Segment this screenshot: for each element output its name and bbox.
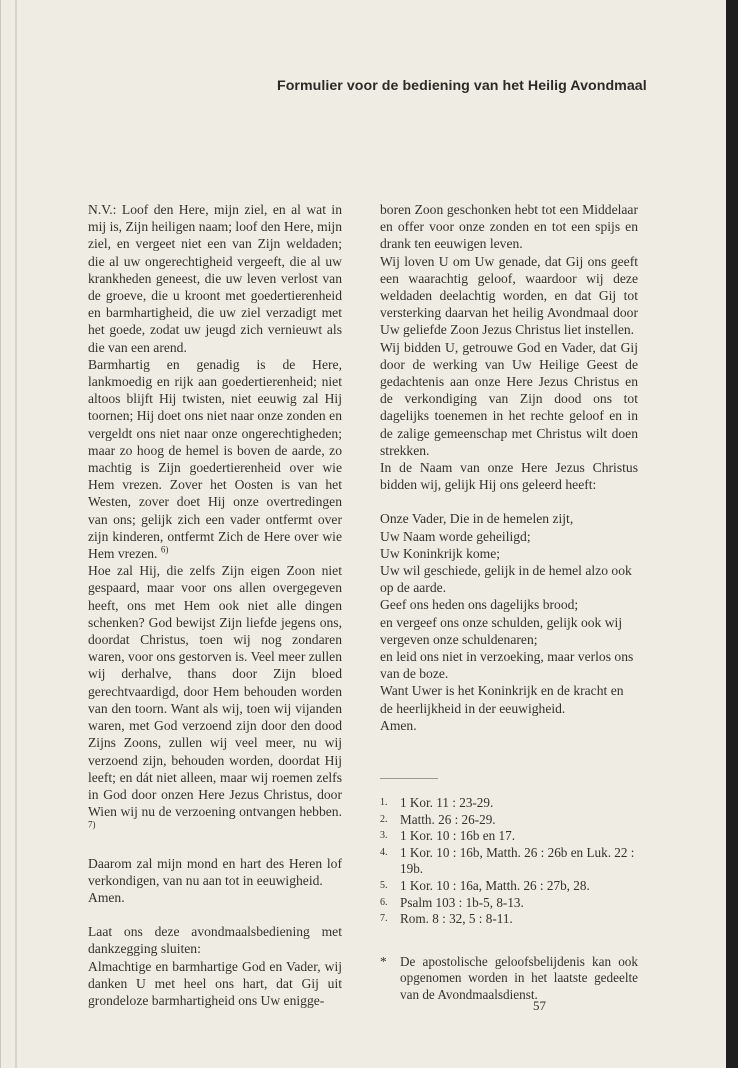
footnote-number: 1. — [380, 797, 388, 809]
paragraph: Almachtige en barmhartige God en Vader, wij danken U met heel ons hart, dat Gij uit grondeloze barmhartigheid ons Uw enigge- — [88, 958, 342, 1008]
paragraph: Wij bidden U, getrouwe God en Vader, dat Gij door de werking van Uw Heilige Geest de gedachtenis aan onze Here Jezus Christus en de verkondiging van Zijn dood ons tot dagelijks toenemen in het rechte geloof en in de zalige gemeenschap met Christus wilt doen strekken. — [380, 339, 638, 458]
asterisk-note — [380, 954, 638, 1004]
footnote-text: Matth. 26 : 26-29. — [400, 811, 496, 827]
left-column — [88, 201, 342, 1009]
paragraph — [88, 562, 342, 837]
footnote-divider — [380, 778, 438, 779]
prayer-line: Uw wil geschiede, gelijk in de hemel alzo ook op de aarde. — [380, 563, 632, 596]
footnote — [380, 895, 638, 912]
footnote-number: 4. — [380, 846, 388, 858]
paragraph: Laat ons deze avondmaalsbediening met dankzegging sluiten: — [88, 924, 342, 957]
footnote-text: 1 Kor. 10 : 16b, Matth. 26 : 26b en Luk. 22 : 19b. — [400, 844, 635, 877]
footnote-text: 1 Kor. 10 : 16b en 17. — [400, 828, 516, 844]
footnote-text: Psalm 103 : 1b-5, 8-13. — [400, 894, 524, 910]
footnote-ref: 7) — [88, 819, 96, 830]
paragraph: In de Naam van onze Here Jezus Christus bidden wij, gelijk Hij ons geleerd heeft: — [380, 460, 638, 493]
paragraph-text: Barmhartig en genadig is de Here, lankmoedig en rijk aan goedertierenheid; niet altoos blijft Hij twisten, niet eeuwig zal Hij toornen; Hij doet ons niet naar onze zonden en vergeldt ons niet naar onze ongerechtigheden; maar zo hoog de hemel is boven de aarde, zo machtig is Zijn goedertierenheid over wie Hem vrezen. Zover het Oosten is van het Westen, zover doet Hij onze overtredingen van ons; gelijk zich een vader ontfermt over zijn kinderen, ontfermt Zich de Here over wie Hem vrezen. — [88, 356, 342, 562]
footnote-number: 3. — [380, 830, 388, 842]
prayer-line: Geef ons heden ons dagelijks brood; — [380, 597, 579, 613]
asterisk-marker: * — [380, 953, 387, 969]
footnote-number: 7. — [380, 913, 388, 925]
paragraph — [88, 356, 342, 562]
paragraph-text: Hoe zal Hij, die zelfs Zijn eigen Zoon niet gespaard, maar voor ons allen overgegeven heeft, ons met Hem ook niet alle dingen schenken? God bewijst Zijn liefde jegens ons, doordat Christus, toen wij nog zondaren waren, voor ons gestorven is. Veel meer zullen wij derhalve, thans door Zijn bloed gerechtvaardigd, door Hem behouden worden van den toorn. Want als wij, toen wij vijanden waren, met God verzoend zijn door den dood Zijns Zoons, zullen wij veel meer, nu wij verzoend zijn, behouden worden, doordat Hij leeft; en dát niet alleen, maar wij roemen zelfs in God door onzen Here Jezus Christus, door Wien wij nu de verzoening ontvangen hebben. — [88, 563, 342, 820]
prayer-line: en leid ons niet in verzoeking, maar verlos ons van de boze. — [380, 649, 634, 682]
footnote-text: 1 Kor. 11 : 23-29. — [400, 795, 494, 811]
lords-prayer — [380, 510, 638, 734]
footnote — [380, 845, 638, 878]
prayer-line: Uw Naam worde geheiligd; — [380, 528, 531, 544]
footnote-ref: 6) — [160, 544, 169, 555]
footnote — [380, 812, 638, 829]
note-text: De apostolische geloofsbelijdenis kan ook opgenomen worden in het laatste gedeelte van de Avondmaalsdienst. — [400, 953, 638, 1003]
scan-border — [726, 0, 738, 1068]
paragraph: Daarom zal mijn mond en hart des Heren lof verkondigen, van nu aan tot in eeuwigheid. — [88, 855, 342, 888]
footnote — [380, 795, 638, 812]
binding-shadow — [15, 0, 17, 1068]
footnote-number: 2. — [380, 813, 388, 825]
paragraph: boren Zoon geschonken hebt tot een Middelaar en offer voor onze zonden en tot een spijs en drank ten eeuwigen leven. — [380, 202, 638, 252]
paragraph: Amen. — [88, 889, 125, 905]
footnote-text: Rom. 8 : 32, 5 : 8-11. — [400, 911, 513, 927]
paragraph: N.V.: Loof den Here, mijn ziel, en al wat in mij is, Zijn heiligen naam; loof den Here, mijn ziel, en vergeet niet een van Zijn weldaden; die al uw ongerechtigheid vergeeft, die al uw krankheden geneest, die uw leven verlost van de groeve, die u kroont met goedertierenheid en barmhartigheid, die uw ziel verzadigt met het goede, zodat uw jeugd zich vernieuwt als die van een arend. — [88, 202, 342, 355]
prayer-line: en vergeef ons onze schulden, gelijk ook wij vergeven onze schuldenaren; — [380, 614, 623, 647]
footnote — [380, 911, 638, 928]
right-column — [380, 201, 638, 1004]
footnote-text: 1 Kor. 10 : 16a, Matth. 26 : 27b, 28. — [400, 878, 590, 894]
footnote — [380, 878, 638, 895]
paragraph: Wij loven U om Uw genade, dat Gij ons geeft een waarachtig geloof, waardoor wij deze weldaden deelachtig worden, en dat Gij tot versterking daarvan het heilig Avondmaal door Uw geliefde Zoon Jezus Christus liet instellen. — [380, 253, 638, 338]
footnote-number: 6. — [380, 896, 388, 908]
prayer-line: Uw Koninkrijk kome; — [380, 545, 501, 561]
running-title: Formulier voor de bediening van het Heilig Avondmaal — [277, 78, 647, 94]
page-number: 57 — [533, 998, 546, 1013]
footnote — [380, 828, 638, 845]
footnote-list — [380, 795, 638, 928]
footnote-number: 5. — [380, 880, 388, 892]
prayer-line: Want Uwer is het Koninkrijk en de kracht en de heerlijkheid in der eeuwigheid. — [380, 683, 624, 716]
prayer-line: Onze Vader, Die in de hemelen zijt, — [380, 511, 574, 527]
prayer-line: Amen. — [380, 717, 417, 733]
